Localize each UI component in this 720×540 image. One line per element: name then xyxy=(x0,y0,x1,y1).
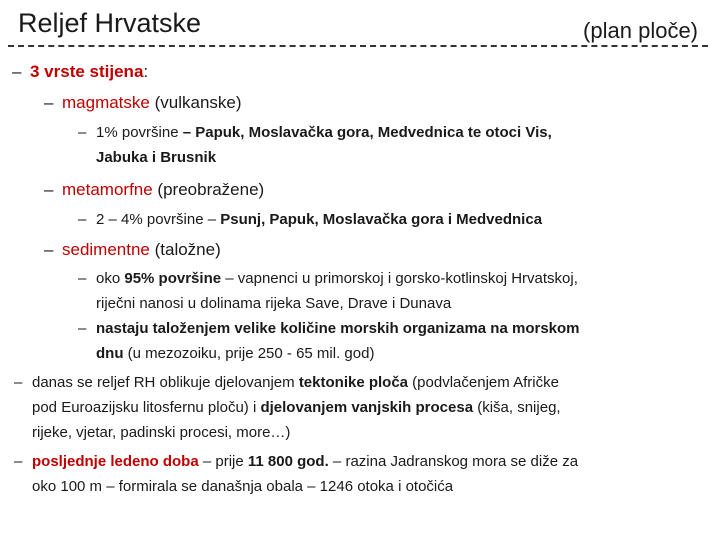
sedimentary-origin-cont xyxy=(96,345,374,362)
sedimentary-river-deposits: riječni nanosi u dolinama rijeka Save, Drave i Dunava xyxy=(96,295,452,312)
bullet-dash: – xyxy=(44,240,54,259)
bullet-sedimentary-origin xyxy=(78,320,580,337)
last-ice-age: posljednje ledeno doba xyxy=(32,453,199,470)
ice-age-prefix: – prije xyxy=(198,453,248,470)
tectonics-prefix: danas se reljef RH oblikuje djelovanjem xyxy=(32,374,299,391)
metamorphic-locations: Psunj, Papuk, Moslavačka gora i Medvednica xyxy=(220,211,543,228)
bullet-metamorphic-detail xyxy=(78,211,542,228)
title-divider xyxy=(8,45,708,47)
bullet-dash: – xyxy=(78,320,87,337)
sedimentary-note: (taložne) xyxy=(149,240,221,259)
magmatic-locations: – Papuk, Moslavačka gora, Medvednica te otoci Vis, xyxy=(182,124,552,141)
bullet-dash: – xyxy=(14,453,23,470)
bullet-magmatic-detail xyxy=(78,124,552,141)
slide-title: Reljef Hrvatske xyxy=(18,8,202,38)
ice-age-years: 11 800 god. xyxy=(247,453,329,470)
sedimentary-origin: nastaju taloženjem velike količine morskih organizama na morskom xyxy=(96,320,580,337)
bullet-dash: – xyxy=(12,62,22,81)
bullet-dash: – xyxy=(78,211,87,228)
magmatic-label: magmatske xyxy=(62,93,150,112)
bullet-dash: – xyxy=(44,93,54,112)
sea-floor-word: dnu xyxy=(96,345,124,362)
metamorphic-label: metamorfne xyxy=(62,180,153,199)
bullet-sedimentary-share xyxy=(78,270,578,287)
african-subduction: (podvlačenjem Afričke xyxy=(408,374,559,391)
bullet-sedimentary xyxy=(44,240,221,260)
magmatic-note: (vulkanske) xyxy=(149,93,242,112)
sedimentary-share: 95% površine xyxy=(124,270,222,287)
processes-list-start: (kiša, snijeg, xyxy=(473,399,561,416)
bullet-dash: – xyxy=(14,374,23,391)
external-processes: djelovanjem vanjskih procesa xyxy=(260,399,474,416)
bullet-metamorphic xyxy=(44,180,264,200)
sedimentary-prefix: oko xyxy=(96,270,125,287)
bullet-rock-types xyxy=(12,62,148,82)
metamorphic-note: (preobražene) xyxy=(152,180,265,199)
bullet-ice-age xyxy=(14,453,578,470)
magmatic-share: 1% površine xyxy=(96,124,183,141)
metamorphic-share: 2 – 4% površine – xyxy=(96,211,221,228)
eurasian-plate: pod Euroazijsku litosfernu ploču) i xyxy=(32,399,261,416)
bullet-dash: – xyxy=(78,270,87,287)
slide-subtitle: (plan ploče) xyxy=(583,18,698,43)
rock-types-label: 3 vrste stijena xyxy=(30,62,144,81)
bullet-tectonics xyxy=(14,374,559,391)
sedimentary-label: sedimentne xyxy=(62,240,150,259)
mesozoic-note: (u mezozoiku, prije 250 - 65 mil. god) xyxy=(123,345,375,362)
magmatic-locations-cont: Jabuka i Brusnik xyxy=(96,149,217,166)
tectonics-line-2 xyxy=(32,399,561,416)
processes-list-end: rijeke, vjetar, padinski procesi, more…) xyxy=(32,424,291,441)
plate-tectonics: tektonike ploča xyxy=(298,374,409,391)
bullet-magmatic xyxy=(44,93,242,113)
sedimentary-limestone: – vapnenci u primorskoj i gorsko-kotlinskoj Hrvatskoj, xyxy=(221,270,578,287)
colon: : xyxy=(143,62,149,81)
sea-level-rise: – razina Jadranskog mora se diže za xyxy=(328,453,579,470)
bullet-dash: – xyxy=(78,124,87,141)
bullet-dash: – xyxy=(44,180,54,199)
coastline-formation: oko 100 m – formirala se današnja obala – 1246 otoka i otočića xyxy=(32,478,454,495)
